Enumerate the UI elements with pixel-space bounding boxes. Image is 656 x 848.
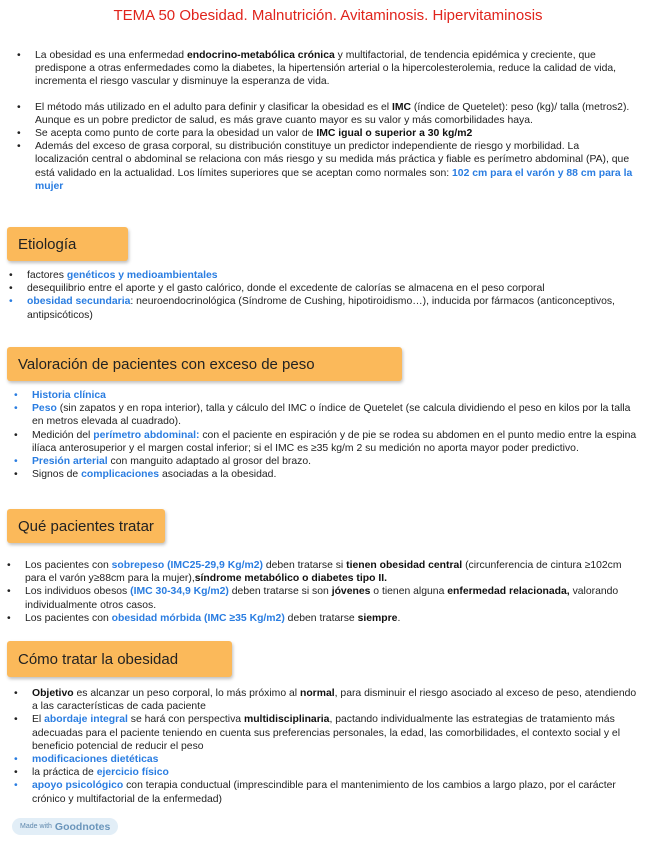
section-header-que-tratar: Qué pacientes tratar	[7, 509, 165, 543]
intro-list	[11, 49, 633, 193]
que-tratar-list	[1, 559, 633, 625]
section-header-valoracion: Valoración de pacientes con exceso de peso	[7, 347, 402, 381]
page-title: TEMA 50 Obesidad. Malnutrición. Avitaminosis. Hipervitaminosis	[113, 7, 543, 24]
list-item: • Se acepta como punto de corte para la obesidad un valor de IMC igual o superior a 30 kg/m2	[17, 128, 473, 140]
list-item: • la práctica de ejercicio físico	[14, 767, 169, 779]
etiologia-list	[3, 269, 635, 322]
badge-brand-text: Goodnotes	[54, 820, 111, 833]
section-header-etiologia: Etiología	[7, 227, 128, 261]
list-item: • Los pacientes con sobrepeso (IMC25-29,9 Kg/m2) deben tratarse si tienen obesidad central (circunferencia de cintura ≥102cm para el varón y≥88cm para la mujer),síndrome metabólico o diabetes tipo II.	[7, 560, 622, 585]
list-item: • Historia clínica	[14, 390, 106, 401]
list-item: • El método más utilizado en el adulto para definir y clasificar la obesidad es el IMC (índice de Quetelet): peso (kg)/ talla (metros2). Aunque es un pobre predictor de salud, es más grave cuanto mayor es su valor y más comorbilidades haya.	[17, 101, 630, 126]
list-item: • El abordaje integral se hará con perspectiva multidisciplinaria, pactando individualmente las estrategias de tratamiento más adecuadas para el paciente teniendo en cuenta sus preferencias personales, la edad, las comorbilidades, el contexto social y el beneficio potencial de reducir el peso	[14, 714, 621, 752]
list-item: • Además del exceso de grasa corporal, su distribución constituye un predictor independiente de riesgo y morbilidad. La localización central o abdominal se relaciona con más riesgo y su medida más práctica y fiable es perímetro abdominal (PA), que está validado en la actualidad. Los límites superiores que se aceptan como normales son: 102 cm para el varón y 88 cm para la mujer	[17, 141, 633, 192]
list-item: • apoyo psicológico con terapia conductual (imprescindible para el mantenimiento de los cambios a largo plazo, por el carácter crónico y multifactorial de la enfermedad)	[14, 780, 616, 805]
badge-small-text: Made with	[20, 823, 52, 830]
como-tratar-list	[8, 687, 638, 806]
valoracion-list	[8, 389, 638, 481]
list-item: • factores genéticos y medioambientales	[9, 270, 218, 281]
list-item: • Los individuos obesos (IMC 30-34,9 Kg/m2) deben tratarse si son jóvenes o tienen alguna enfermedad relacionada, valorando individualmente otros casos.	[7, 586, 619, 611]
list-item: • Objetivo es alcanzar un peso corporal, lo más próximo al normal, para disminuir el riesgo asociado al exceso de peso, atendiendo a las características de cada paciente	[14, 688, 637, 713]
list-item: • Presión arterial con manguito adaptado al grosor del brazo.	[14, 456, 311, 468]
goodnotes-badge	[12, 818, 118, 835]
section-header-como-tratar: Cómo tratar la obesidad	[7, 641, 232, 677]
list-item: • obesidad secundaria: neuroendocrinológica (Síndrome de Cushing, hipotiroidismo…), inducida por fármacos (anticonceptivos, antipsicóticos)	[9, 296, 615, 321]
list-item: • Medición del perímetro abdominal: con el paciente en espiración y de pie se rodea su abdomen en el punto medio entre la espina ilíaca anterosuperior y el margen costal inferior; si el IMC es ≥35 kg/m 2 su medición no aporta mayor poder predictivo.	[14, 429, 637, 454]
list-item: • Signos de complicaciones asociadas a la obesidad.	[14, 469, 277, 481]
list-item: • La obesidad es una enfermedad endocrino-metabólica crónica y multifactorial, de tendencia epidémica y creciente, que predispone a otras enfermedades como la diabetes, la hipertensión arterial o la hipercolesterolemia, reduce la calidad de vida, incrementa el riesgo vascular y disminuye la esperanza de vida.	[17, 50, 617, 88]
list-item: • desequilibrio entre el aporte y el gasto calórico, donde el excedente de calorías se almacena en el peso corporal	[9, 283, 545, 295]
list-item: • Los pacientes con obesidad mórbida (IMC ≥35 Kg/m2) deben tratarse siempre.	[7, 612, 401, 624]
list-item: • Peso (sin zapatos y en ropa interior), talla y cálculo del IMC o índice de Quetelet (se calcula dividiendo el peso en kilos por la talla en metros elevada al cuadrado).	[14, 403, 631, 428]
list-item: • modificaciones dietéticas	[14, 754, 159, 766]
